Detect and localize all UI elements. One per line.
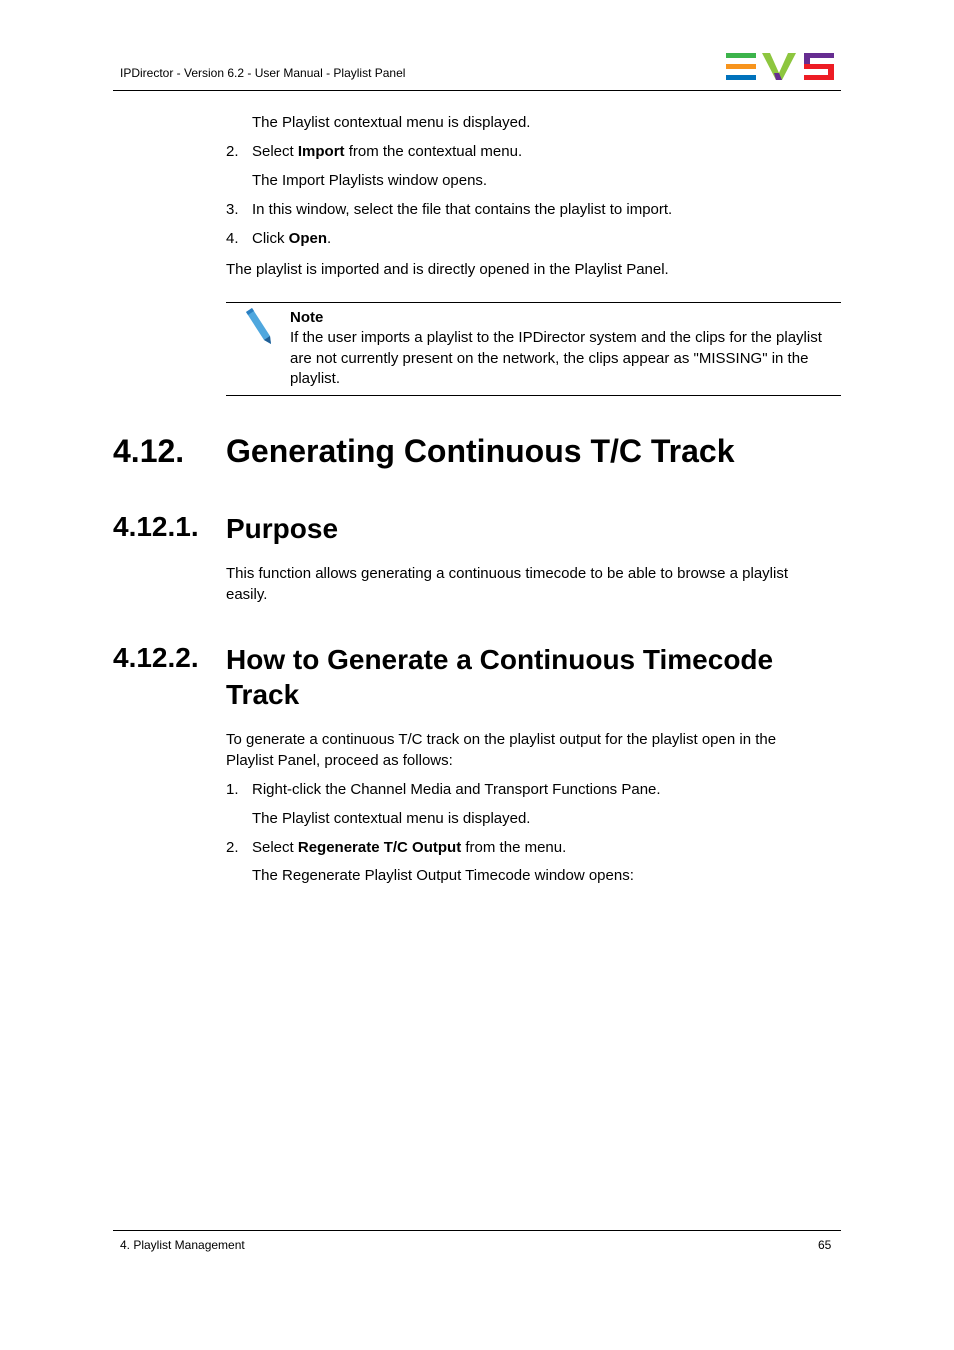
footer-chapter: 4. Playlist Management: [120, 1238, 245, 1252]
step-text: Right-click the Channel Media and Transport Functions Pane.: [252, 781, 661, 798]
subsection-number: 4.12.2.: [113, 642, 199, 673]
step-number: 1.: [226, 781, 239, 798]
step-text: Click Open.: [252, 230, 332, 247]
pencil-icon: [240, 306, 276, 346]
intro-paragraph: To generate a continuous T/C track on the playlist output for the playlist open in the Playlist Panel, proceed as follows:: [226, 731, 777, 769]
footer-rule: [113, 1230, 841, 1231]
step-text: Select Regenerate T/C Output from the menu.: [252, 839, 567, 856]
step-text: Select Import from the contextual menu.: [252, 143, 523, 160]
step-result-line: The Playlist contextual menu is displayed.: [252, 114, 531, 131]
subsection-number: 4.12.1.: [113, 511, 199, 542]
note-top-rule: [226, 302, 841, 303]
section-number: 4.12.: [113, 433, 185, 469]
subsection-title: How to Generate a Continuous Timecode Track: [226, 644, 774, 710]
section-title: Generating Continuous T/C Track: [226, 433, 735, 469]
step-number: 2.: [226, 143, 239, 160]
result-paragraph: The playlist is imported and is directly opened in the Playlist Panel.: [226, 261, 669, 278]
step-text: In this window, select the file that contains the playlist to import.: [252, 201, 673, 218]
note-bottom-rule: [226, 395, 841, 396]
step-number: 2.: [226, 839, 239, 856]
note-title: Note: [290, 309, 324, 326]
page-header-title: IPDirector - Version 6.2 - User Manual - Playlist Panel: [120, 66, 406, 80]
step-result-line: The Import Playlists window opens.: [252, 172, 488, 189]
step-number: 3.: [226, 201, 239, 218]
evs-logo: [726, 53, 834, 81]
page-number: 65: [818, 1238, 832, 1252]
header-rule: [113, 90, 841, 91]
purpose-paragraph: This function allows generating a continuous timecode to be able to browse a playlist easily.: [226, 565, 788, 603]
step-number: 4.: [226, 230, 239, 247]
subsection-title: Purpose: [226, 513, 339, 544]
step-result-line: The Playlist contextual menu is displayed.: [252, 810, 531, 827]
note-text: If the user imports a playlist to the IPDirector system and the clips for the playlist are not currently present on the network, the clips appear as "MISSING" in the playlist.: [290, 329, 822, 387]
step-result-line: The Regenerate Playlist Output Timecode window opens:: [252, 867, 634, 884]
